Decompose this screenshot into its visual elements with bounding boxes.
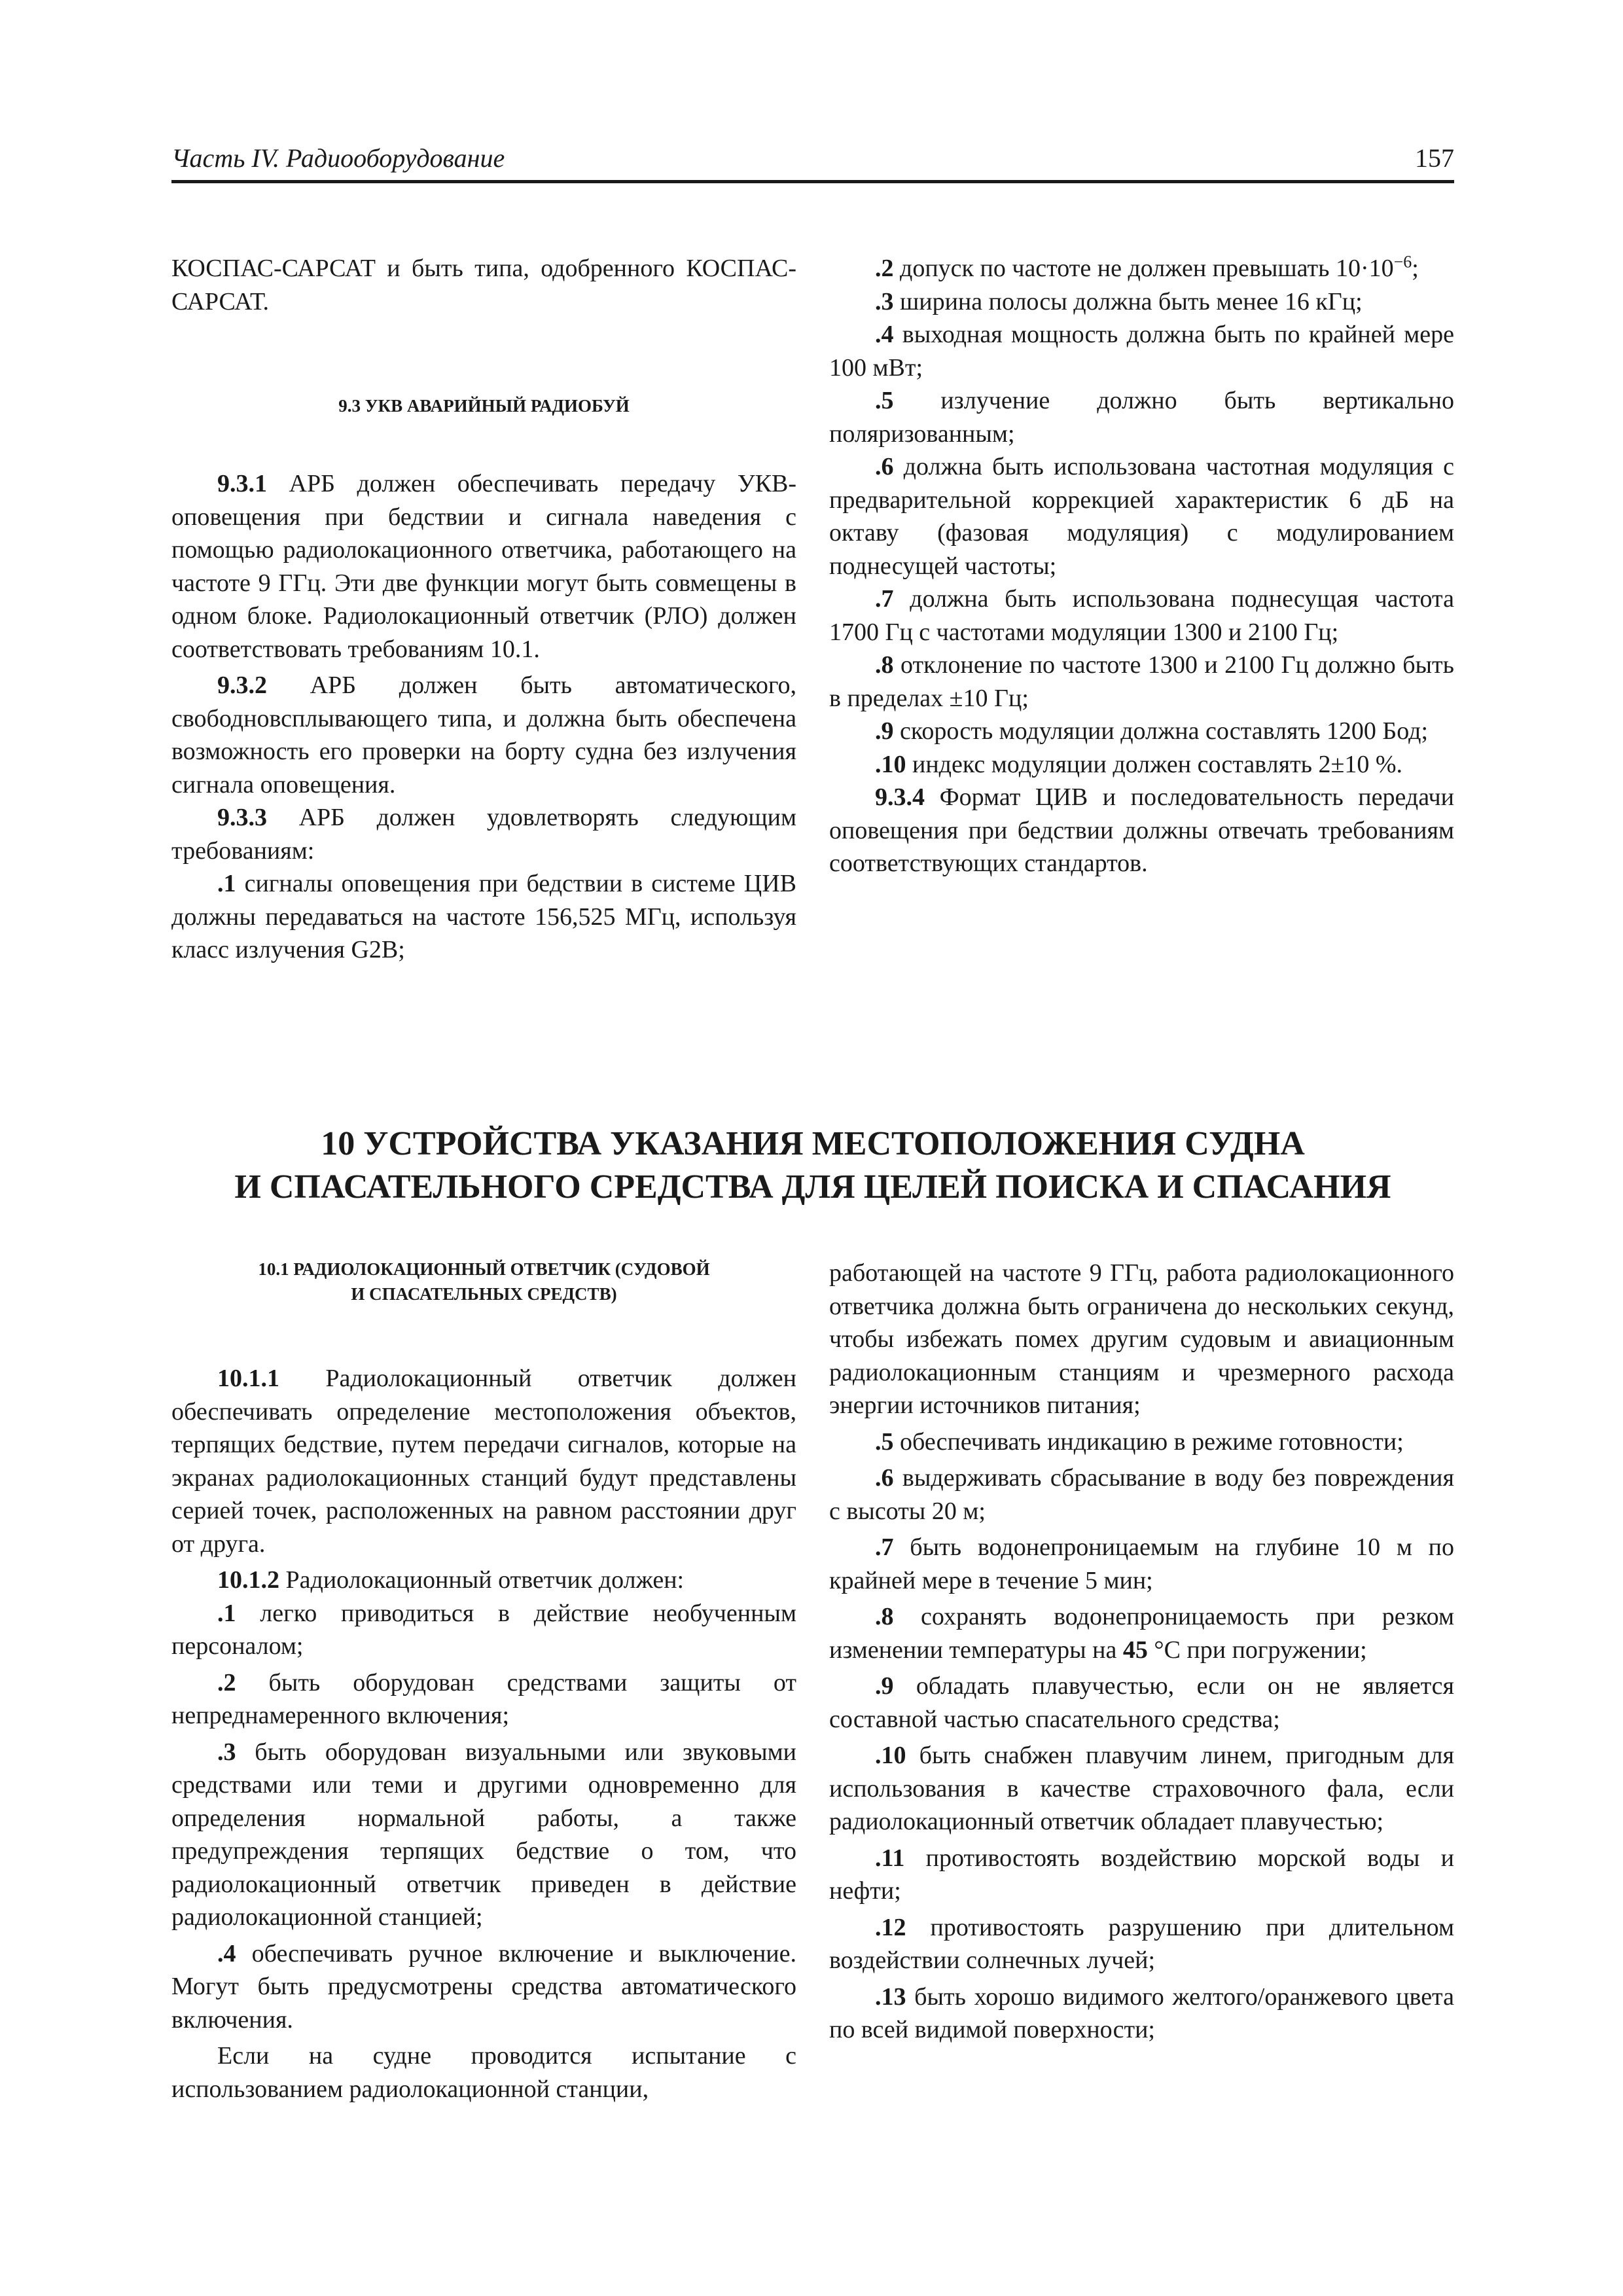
item-text: допуск по частоте не должен превышать 10·10 xyxy=(893,255,1394,282)
list-item-10 xyxy=(829,1739,1454,1839)
section-heading-9-3: 9.3 УКВ АВАРИЙНЫЙ РАДИОБУЙ xyxy=(338,396,630,416)
list-item-5 xyxy=(829,1426,1454,1459)
list-item-10 xyxy=(829,748,1454,781)
temperature-value: 45 xyxy=(1122,1636,1148,1664)
item-text: обладать плавучестью, если он не является составной частью спасательного средства; xyxy=(829,1672,1454,1733)
top-left-column xyxy=(171,252,796,967)
item-text: индекс модуляции должен составлять 2±10 %. xyxy=(906,750,1403,778)
list-item-1 xyxy=(171,1597,796,1663)
running-title: Часть IV. Радиооборудование xyxy=(171,143,505,173)
item-number: .1 xyxy=(217,1599,236,1627)
paragraph-9-3-3 xyxy=(171,801,796,867)
item-text: легко приводиться в действие необученным персоналом; xyxy=(171,1599,796,1660)
item-number: .5 xyxy=(875,1427,894,1456)
clause-text: Формат ЦИВ и последовательность передачи оповещения при бедствии должны отвечать требованиям соответствующих стандартов. xyxy=(829,783,1454,877)
item-text: обеспечивать индикацию в режиме готовности; xyxy=(893,1427,1404,1456)
list-item-3 xyxy=(171,1736,796,1934)
paragraph-10-1-1 xyxy=(171,1362,796,1560)
item-end: ; xyxy=(1412,255,1419,282)
item-number: .4 xyxy=(875,321,894,348)
item-text: отклонение по частоте 1300 и 2100 Гц должно быть в пределах ±10 Гц; xyxy=(829,651,1454,712)
clause-number: 10.1.1 xyxy=(217,1365,279,1392)
item-number: .12 xyxy=(875,1913,906,1941)
item-text: быть оборудован средствами защиты от непреднамеренного включения; xyxy=(171,1668,796,1729)
chapter-title-line-1: 10 УСТРОЙСТВА УКАЗАНИЯ МЕСТОПОЛОЖЕНИЯ СУДНА xyxy=(321,1125,1305,1162)
paragraph-intro: КОСПАС-САРСАТ и быть типа, одобренного КОСПАС-САРСАТ. xyxy=(171,255,796,315)
item-text: противостоять разрушению при длительном воздействии солнечных лучей; xyxy=(829,1913,1454,1974)
item-text: выходная мощность должна быть по крайней мере 100 мВт; xyxy=(829,321,1454,382)
chapter-title-line-2: И СПАСАТЕЛЬНОГО СРЕДСТВА ДЛЯ ЦЕЛЕЙ ПОИСКА И СПАСАНИЯ xyxy=(234,1168,1391,1206)
section-heading-10-1 xyxy=(171,1257,796,1306)
list-item-6 xyxy=(829,450,1454,583)
item-text: ширина полосы должна быть менее 16 кГц; xyxy=(893,287,1363,315)
item-number: .6 xyxy=(875,453,894,480)
item-number: .2 xyxy=(875,255,894,282)
item-text-end: °С при погружении; xyxy=(1147,1636,1367,1664)
item-text: быть снабжен плавучим линем, пригодным для использования в качестве страховочного фала, если радиолокационный ответчик обладает плавучестью; xyxy=(829,1742,1454,1835)
clause-text: АРБ должен быть автоматического, свободновсплывающего типа, и должна быть обеспечена возможность его проверки на борту судна без излучения сигнала оповещения. xyxy=(171,672,796,798)
item-text: обеспечивать ручное включение и выключение. Могут быть предусмотрены средства автоматического включения. xyxy=(171,1939,796,2034)
list-item-7 xyxy=(829,583,1454,649)
item-text: сигналы оповещения при бедствии в системе ЦИВ должны передаваться на частоте 156,525 МГц, используя класс излучения G2B; xyxy=(171,870,796,963)
item-number: .3 xyxy=(217,1738,236,1766)
clause-text: АРБ должен удовлетворять следующим требованиям: xyxy=(171,804,796,865)
list-item-9 xyxy=(829,715,1454,748)
bottom-right-column xyxy=(829,1257,1454,2047)
list-item-13 xyxy=(829,1981,1454,2047)
item-number: .10 xyxy=(875,1742,906,1769)
paragraph-continuation: Если на судне проводится испытание с использованием радиолокационной станции, xyxy=(171,2042,796,2103)
item-number: .8 xyxy=(875,1603,894,1630)
item-text: сохранять водонепроницаемость при резком изменении температуры на xyxy=(829,1603,1454,1664)
clause-number: 10.1.2 xyxy=(217,1566,279,1594)
paragraph-9-3-4 xyxy=(829,781,1454,880)
exponent: −6 xyxy=(1393,252,1412,272)
item-number: .8 xyxy=(875,651,894,679)
item-text: быть оборудован визуальными или звуковыми средствами или теми и другими одновременно для определения нормальной работы, а также предупреждения терпящих бедствие о том, что радиолокационный ответчик приведен в действие радиолокационной станцией; xyxy=(171,1738,796,1931)
paragraph-9-3-2 xyxy=(171,669,796,801)
item-number: .13 xyxy=(875,1982,906,2011)
item-number: .9 xyxy=(875,717,894,745)
list-item-11 xyxy=(829,1842,1454,1908)
item-number: .6 xyxy=(875,1464,894,1492)
chapter-title xyxy=(171,1122,1454,1209)
section-heading-line-1: 10.1 РАДИОЛОКАЦИОННЫЙ ОТВЕТЧИК (СУДОВОЙ xyxy=(258,1259,710,1279)
item-number: .11 xyxy=(875,1844,905,1872)
item-number: .7 xyxy=(875,1534,894,1561)
top-right-column xyxy=(829,252,1454,880)
list-item-2 xyxy=(171,1666,796,1732)
list-item-2 xyxy=(829,252,1454,285)
clause-number: 9.3.3 xyxy=(217,804,267,831)
item-text: должна быть использована частотная модуляция с предварительной коррекцией характеристик 6 дБ на октаву (фазовая модуляция) с модулированием поднесущей частоты; xyxy=(829,453,1454,580)
item-number: .4 xyxy=(217,1939,236,1967)
list-item-8 xyxy=(829,649,1454,715)
bottom-left-column xyxy=(171,1257,796,2106)
page-header xyxy=(171,141,1454,183)
item-number: .1 xyxy=(217,870,236,897)
section-heading-line-2: И СПАСАТЕЛЬНЫХ СРЕДСТВ) xyxy=(351,1284,617,1304)
list-item-6 xyxy=(829,1462,1454,1528)
list-item-9 xyxy=(829,1670,1454,1736)
item-text: скорость модуляции должна составлять 1200 Бод; xyxy=(893,717,1429,745)
list-item-4 xyxy=(171,1937,796,2037)
item-text: должна быть использована поднесущая частота 1700 Гц с частотами модуляции 1300 и 2100 Гц; xyxy=(829,585,1454,646)
list-item-12 xyxy=(829,1911,1454,1977)
item-text: выдерживать сбрасывание в воду без повреждения с высоты 20 м; xyxy=(829,1464,1454,1525)
list-item-1 xyxy=(171,867,796,967)
list-item-8 xyxy=(829,1600,1454,1666)
item-text: противостоять воздействию морской воды и нефти; xyxy=(829,1844,1454,1905)
item-number: .3 xyxy=(875,287,894,315)
paragraph-continued: работающей на частоте 9 ГГц, работа радиолокационного ответчика должна быть ограничена до нескольких секунд, чтобы избежать помех другим судовым и авиационным радиолокационным станциям и чрезмерного расхода энергии источников питания; xyxy=(829,1259,1454,1419)
page-number: 157 xyxy=(1415,143,1454,173)
item-text: быть хорошо видимого желтого/оранжевого цвета по всей видимой поверхности; xyxy=(829,1982,1454,2043)
item-number: .10 xyxy=(875,750,906,778)
clause-number: 9.3.4 xyxy=(875,783,925,811)
item-text: излучение должно быть вертикально поляризованным; xyxy=(829,387,1454,448)
item-text: быть водонепроницаемым на глубине 10 м по крайней мере в течение 5 мин; xyxy=(829,1534,1454,1594)
item-number: .9 xyxy=(875,1672,894,1700)
list-item-5 xyxy=(829,384,1454,450)
paragraph-9-3-1 xyxy=(171,467,796,666)
list-item-4 xyxy=(829,318,1454,384)
clause-number: 9.3.2 xyxy=(217,672,267,699)
list-item-3 xyxy=(829,285,1454,319)
item-number: .5 xyxy=(875,387,894,414)
list-item-7 xyxy=(829,1531,1454,1597)
clause-text: АРБ должен обеспечивать передачу УКВ-оповещения при бедствии и сигнала наведения с помощью радиолокационного ответчика, работающего на частоте 9 ГГц. Эти две функции могут быть совмещены в одном блоке. Радиолокационный ответчик (РЛО) должен соответствовать требованиям 10.1. xyxy=(171,470,796,663)
clause-text: Радиолокационный ответчик должен: xyxy=(279,1566,685,1594)
item-number: .2 xyxy=(217,1668,236,1696)
item-number: .7 xyxy=(875,585,894,613)
clause-number: 9.3.1 xyxy=(217,470,267,497)
paragraph-10-1-2 xyxy=(171,1564,796,1597)
clause-text: Радиолокационный ответчик должен обеспечивать определение местоположения объектов, терпящих бедствие, путем передачи сигналов, которые на экранах радиолокационных станций будут представлены серией точек, расположенных на равном расстоянии друг от друга. xyxy=(171,1365,796,1558)
